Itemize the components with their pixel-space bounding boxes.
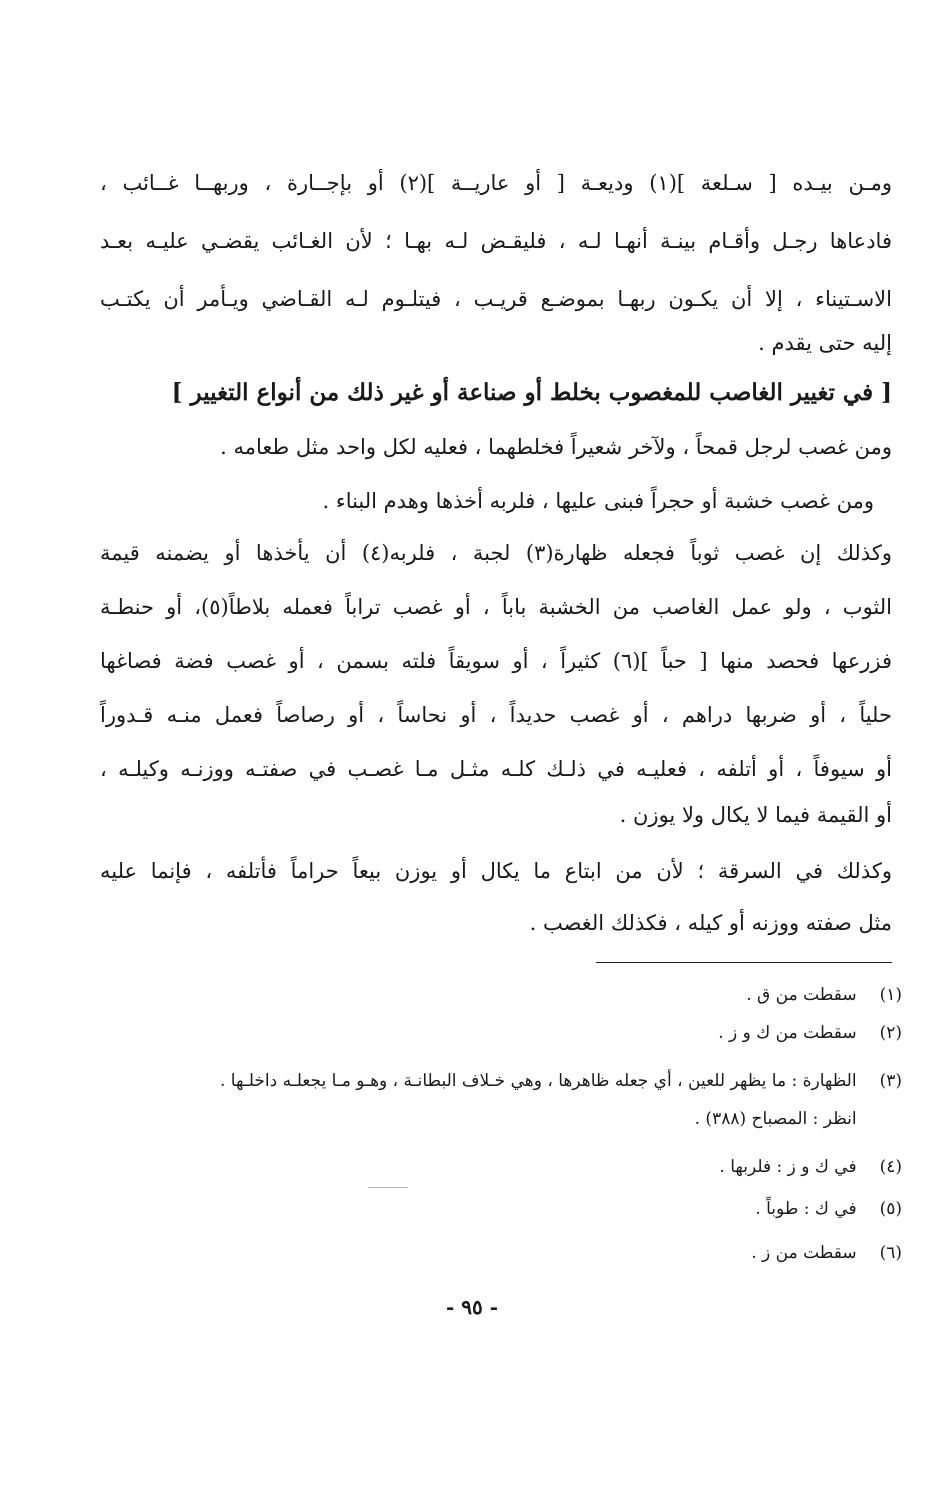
- body-line: أو سيوفاً ، أو أتلفه ، فعليـه في ذلـك كلـه مثـل مـا غصـب في صفتـه ووزنـه وكيلـه ،: [100, 757, 892, 781]
- body-line: أو القيمة فيما لا يكال ولا يوزن .: [619, 803, 892, 827]
- footnote-text: سقطت من ز .: [751, 1243, 857, 1263]
- section-heading: [ في تغيير الغاصب للمغصوب بخلط أو صناعة أو غير ذلك من أنواع التغيير ]: [171, 379, 892, 406]
- body-line: الاسـتيناء ، إلا أن يكـون ربهـا بموضـع قريـب ، فيتلـوم لـه القـاضي ويـأمر أن يكتـب: [100, 287, 892, 311]
- footnote: [82, 1154, 902, 1180]
- footnote: [82, 1240, 902, 1266]
- body-line: فزرعها فحصد منها [ حباً ](٦) كثيراً ، أو سويقاً فلته بسمن ، أو غصب فضة فصاغها: [100, 649, 892, 673]
- footnote-number: (٣): [879, 1071, 902, 1091]
- faint-mark: [368, 1187, 408, 1188]
- body-line: وكذلك إن غصب ثوباً فجعله ظهارة(٣) لجبة ، فلربه(٤) أن يأخذها أو يضمنه قيمة: [100, 541, 892, 565]
- footnote-text: الظهارة : ما يظهر للعين ، أي جعله ظاهرها ، وهي خـلاف البطانـة ، وهـو مـا يجعلـه داخلـها .: [219, 1071, 857, 1091]
- body-line: وكذلك في السرقة ؛ لأن من ابتاع ما يكال أو يوزن بيعاً حراماً فأتلفه ، فإنما عليه: [100, 859, 892, 883]
- footnote-text: في ك و ز : فلربها .: [719, 1157, 857, 1177]
- footnote-text: انظر : المصباح (٣٨٨) .: [694, 1109, 857, 1129]
- page-number: - ٩٥ -: [445, 1295, 498, 1319]
- body-line: إليه حتى يقدم .: [758, 331, 892, 355]
- footnote: [82, 1196, 902, 1222]
- footnote: [82, 1020, 902, 1046]
- footnote: [82, 1068, 902, 1094]
- footnote-separator: [596, 962, 892, 963]
- body-line: ومن غصب خشبة أو حجراً فبنى عليها ، فلربه أخذها وهدم البناء .: [322, 489, 874, 513]
- footnote-text: سقطت من ك و ز .: [718, 1023, 857, 1043]
- body-line: حلياً ، أو ضربها دراهم ، أو غصب حديداً ، أو نحاساً ، أو رصاصاً فعمل منـه قـدوراً: [100, 703, 892, 727]
- body-line: مثل صفته ووزنه أو كيله ، فكذلك الغصب .: [529, 911, 892, 935]
- footnote-number: (٤): [879, 1157, 902, 1177]
- footnote: [82, 982, 902, 1008]
- body-line: ومـن بيـده [ سـلعة ](١) وديعـة [ أو عاريــة ](٢) أو بإجــارة ، وربهــا غــائب ،: [100, 171, 892, 195]
- footnote-number: (١): [879, 985, 902, 1005]
- footnote-text: سقطت من ق .: [746, 985, 857, 1005]
- body-line: فادعاها رجـل وأقـام بينـة أنهـا لـه ، فليقـض لـه بهـا ؛ لأن الغـائب يقضـي عليـه بعـد: [100, 229, 892, 253]
- footnote-number: (٥): [879, 1199, 902, 1219]
- footnote-number: (٦): [879, 1243, 902, 1263]
- body-line: ومن غصب لرجل قمحاً ، ولآخر شعيراً فخلطهما ، فعليه لكل واحد مثل طعامه .: [220, 435, 892, 459]
- footnote-number: (٢): [879, 1023, 902, 1043]
- footnote-text: في ك : طوباً .: [755, 1199, 857, 1219]
- body-line: الثوب ، ولو عمل الغاصب من الخشبة باباً ، أو غصب تراباً فعمله بلاطاً(٥)، أو حنطـة: [100, 595, 892, 619]
- footnote-continuation: [82, 1106, 902, 1132]
